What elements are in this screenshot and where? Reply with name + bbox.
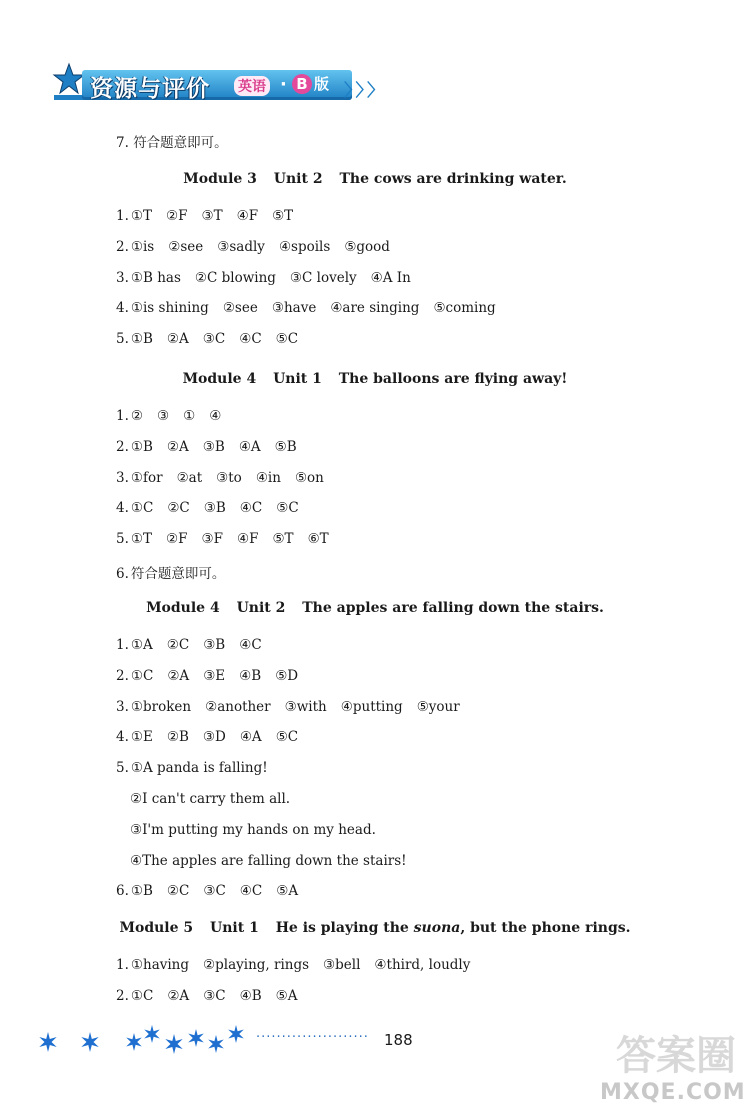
answer-line: [116, 729, 312, 745]
answer-item: ⑤your: [416, 698, 460, 715]
line-number: 2.: [116, 238, 129, 255]
answer-item: ①broken: [130, 698, 192, 715]
answer-item: ③C: [203, 987, 226, 1004]
answer-item: ②C: [166, 637, 190, 653]
module-label: Module 4: [146, 600, 220, 616]
edition-badge: [292, 73, 329, 94]
answer-line: [130, 822, 390, 838]
header-banner: [52, 60, 387, 108]
answer-item: ②B: [166, 729, 189, 746]
answer-item: ①T: [130, 531, 152, 548]
answer-line: [116, 239, 404, 255]
answer-line: [116, 270, 425, 286]
section-heading: [0, 171, 750, 187]
unit-label: Unit 2: [273, 171, 323, 187]
answer-line: [130, 791, 304, 807]
line-number: 1.: [116, 408, 129, 424]
answer-item: ②C: [166, 883, 190, 900]
answer-item: ②A: [166, 331, 189, 348]
answer-item: ③have: [271, 300, 317, 317]
answer-line: [116, 439, 311, 455]
answer-item: ①A panda is falling!: [130, 760, 268, 777]
answer-item: ④putting: [340, 698, 403, 715]
answer-item: ①B has: [130, 269, 181, 286]
answer-line: [116, 760, 282, 776]
answer-item: ④F: [236, 531, 259, 548]
page-number: 188: [384, 1031, 413, 1049]
answer-item: ③D: [202, 729, 226, 746]
answer-item: ①C: [130, 500, 154, 517]
answer-item: ①is shining: [130, 300, 209, 317]
line-number: 2.: [116, 438, 129, 455]
answer-line: [116, 408, 235, 424]
line-number: 2.: [116, 667, 129, 684]
star-icon: [81, 1032, 98, 1052]
book-title: 资源与评价: [90, 76, 210, 102]
module-label: Module 3: [183, 171, 257, 187]
unit-title-em: suona: [413, 920, 461, 936]
answer-item: ①B: [130, 438, 153, 455]
line-number: 4.: [116, 300, 129, 317]
answer-item: ②F: [166, 531, 188, 548]
answer-line: [116, 500, 313, 516]
answer-item: ③: [157, 408, 170, 424]
star-icon: [39, 1032, 56, 1052]
answer-item: ②at: [176, 469, 203, 486]
unit-label: Unit 1: [210, 920, 259, 936]
answer-line: [116, 300, 510, 316]
unit-label: Unit 1: [273, 371, 322, 387]
answer-item: ②: [130, 408, 143, 424]
answer-item: ④are singing: [330, 300, 420, 317]
answer-item: ③B: [203, 637, 226, 653]
star-icon: [188, 1029, 204, 1047]
answer-item: ④F: [236, 208, 259, 224]
answer-item: ④A In: [370, 269, 411, 286]
answer-item: ③to: [216, 469, 242, 486]
answer-item: ②see: [222, 300, 258, 317]
line-number: 5.: [116, 760, 129, 777]
answer-line: [116, 208, 307, 224]
unit-label: Unit 2: [236, 600, 286, 616]
line-number: 3.: [116, 269, 129, 286]
star-icon: [228, 1025, 244, 1043]
line-number: 7.: [116, 135, 129, 151]
section-heading: [0, 600, 750, 616]
answer-item: ④: [209, 408, 222, 424]
module-label: Module 4: [182, 371, 257, 387]
answer-item: ③with: [284, 698, 327, 715]
answer-item: ⑤on: [294, 469, 324, 486]
answer-item: ⑥T: [307, 531, 329, 548]
line-number: 4.: [116, 729, 129, 746]
star-icon: [126, 1033, 142, 1051]
answer-item: ④in: [255, 469, 281, 486]
unit-title: The apples are falling down the stairs.: [302, 600, 604, 616]
module-label: Module 5: [119, 920, 194, 936]
answer-item: ⑤A: [275, 987, 298, 1004]
answer-item: ⑤C: [276, 500, 299, 517]
line-number: 3.: [116, 469, 129, 486]
section-heading: [0, 920, 750, 936]
answer-item: ②C blowing: [194, 269, 276, 286]
answer-item: ④third, loudly: [374, 957, 471, 973]
answer-item: ③F: [201, 531, 223, 548]
line-number: 6.: [116, 566, 129, 582]
answer-item: ⑤A: [276, 883, 299, 900]
answer-line: [116, 331, 312, 347]
answer-line: [116, 131, 228, 151]
answer-item: ⑤T: [272, 531, 294, 548]
unit-title: [276, 920, 631, 936]
answer-item: ⑤D: [275, 667, 299, 684]
answer-item: ②A: [166, 438, 189, 455]
answer-item: ⑤coming: [433, 300, 496, 317]
answer-item: ④The apples are falling down the stairs!: [130, 852, 407, 869]
answer-item: ①E: [130, 729, 153, 746]
section-heading: [0, 371, 750, 387]
answer-item: ②A: [167, 667, 190, 684]
unit-title-pre: He is playing the: [275, 920, 409, 936]
answer-item: ②C: [167, 500, 190, 517]
answer-item: ②F: [166, 208, 188, 224]
edition-letter: B: [292, 74, 312, 94]
line-number: 2.: [116, 987, 129, 1004]
answer-item: ⑤good: [344, 238, 390, 255]
answer-item: ⑤C: [275, 331, 299, 348]
answer-line: [116, 957, 484, 973]
edition-suffix: 版: [314, 75, 330, 93]
line-number: 1.: [116, 957, 129, 973]
answer-item: ①C: [130, 987, 154, 1004]
answer-item: ④C: [239, 331, 262, 348]
answer-item: ①having: [130, 957, 190, 973]
answer-item: ①: [183, 408, 196, 424]
answer-text: 符合题意即可。: [133, 135, 228, 151]
answer-item: 符合题意即可。: [130, 566, 226, 582]
answer-item: ④B: [239, 667, 262, 684]
answer-item: ⑤B: [274, 438, 297, 455]
star-row-icon: [38, 1016, 258, 1066]
star-icon: [165, 1034, 182, 1054]
answer-item: ④C: [239, 637, 262, 653]
answer-item: ②see: [168, 238, 204, 255]
answer-item: ①B: [130, 331, 153, 348]
answer-item: ②I can't carry them all.: [130, 791, 291, 807]
line-number: 1.: [116, 208, 129, 224]
footer-dots: ······················: [256, 1030, 369, 1045]
star-logo-icon: [52, 62, 86, 102]
answer-item: ④C: [239, 883, 263, 900]
answer-item: ①T: [130, 208, 152, 224]
answer-line: [116, 562, 239, 582]
answer-item: ④A: [239, 729, 262, 746]
answer-item: ③bell: [323, 957, 361, 973]
star-icon: [144, 1025, 160, 1043]
answer-item: ①C: [130, 667, 154, 684]
answer-item: ③I'm putting my hands on my head.: [130, 821, 376, 838]
watermark-logo: MXQE.COM: [600, 1080, 746, 1105]
answer-line: [116, 883, 312, 899]
answer-item: ①A: [130, 637, 153, 653]
answer-item: ③C: [203, 883, 226, 900]
answer-item: ④C: [239, 500, 263, 517]
watermark-logo: 答案圈: [616, 1033, 736, 1079]
answer-item: ③E: [203, 667, 226, 684]
line-number: 5.: [116, 531, 129, 548]
answer-item: ④spoils: [278, 238, 331, 255]
line-number: 1.: [116, 637, 129, 653]
line-number: 5.: [116, 331, 129, 348]
separator-dot: ·: [280, 74, 287, 95]
answer-line: [116, 699, 474, 715]
answer-item: ②playing, rings: [203, 957, 310, 973]
answer-item: ④B: [239, 987, 262, 1004]
line-number: 4.: [116, 500, 129, 517]
answer-item: ②A: [167, 987, 190, 1004]
line-number: 6.: [116, 883, 129, 900]
answer-item: ③B: [202, 438, 225, 455]
answer-item: ①for: [130, 469, 163, 486]
answer-item: ①is: [130, 238, 155, 255]
answer-item: ③C lovely: [289, 269, 357, 286]
answer-line: [116, 637, 276, 653]
answer-line: [116, 988, 312, 1004]
answer-line: [130, 853, 421, 869]
answer-item: ④A: [238, 438, 261, 455]
answer-item: ②another: [205, 698, 271, 715]
chevron-right-icon: 〉〉〉: [344, 81, 387, 101]
answer-line: [116, 668, 312, 684]
answer-line: [116, 470, 338, 486]
star-icon: [208, 1035, 224, 1053]
line-number: 3.: [116, 698, 129, 715]
answer-item: ③T: [201, 208, 223, 224]
answer-item: ⑤C: [275, 729, 299, 746]
answer-item: ③C: [202, 331, 226, 348]
answer-item: ③sadly: [217, 238, 265, 255]
unit-title: The cows are drinking water.: [339, 171, 567, 187]
answer-item: ③B: [203, 500, 226, 517]
unit-title: The balloons are flying away!: [338, 371, 568, 387]
unit-title-post: , but the phone rings.: [460, 920, 631, 936]
answer-item: ⑤T: [272, 208, 294, 224]
answer-line: [116, 531, 343, 547]
subject-label: 英语: [234, 76, 270, 96]
answer-item: ①B: [130, 883, 153, 900]
